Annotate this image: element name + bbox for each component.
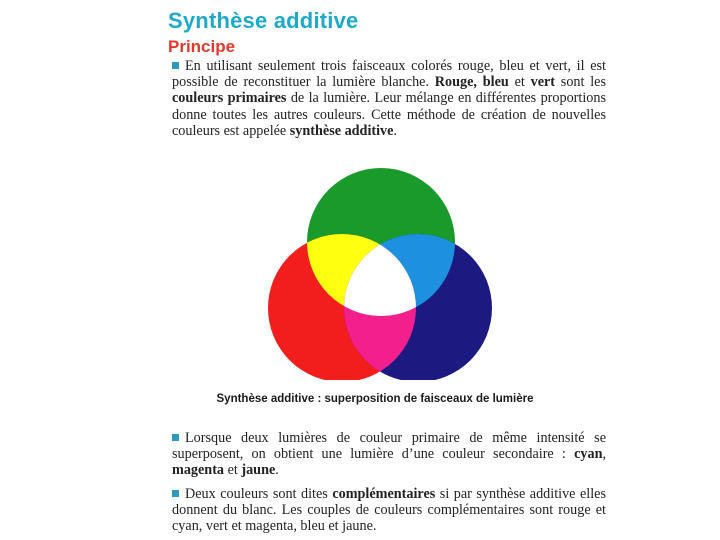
section-subtitle: Principe bbox=[168, 37, 236, 56]
intro-paragraph: En utilisant seulement trois faisceaux colorés rouge, bleu et vert, il est possible de reconstituer la lumière blanche. Rouge, bleu et vert sont les couleurs primaires de la lumière. Leur mélange en différentes proportions donne toutes les autres couleurs. Cette méthode de création de nouvelles couleurs est appelée synthèse additive. bbox=[172, 58, 606, 139]
page-title: Synthèse additive bbox=[168, 8, 359, 33]
bullet-icon bbox=[172, 490, 179, 497]
additive-synthesis-diagram bbox=[250, 150, 500, 380]
bullet-icon bbox=[172, 62, 179, 69]
diagram-caption: Synthèse additive : superposition de faisceaux de lumière bbox=[216, 393, 534, 405]
complementary-colors-paragraph: Deux couleurs sont dites complémentaires si par synthèse additive elles donnent du blanc. Les couples de couleurs complémentaires sont rouge et cyan, vert et magenta, bleu et jaune. bbox=[172, 486, 606, 535]
bullet-icon bbox=[172, 434, 179, 441]
secondary-colors-paragraph: Lorsque deux lumières de couleur primaire de même intensité se superposent, on obtient une lumière d’une couleur secondaire : cyan, magenta et jaune. bbox=[172, 430, 606, 479]
